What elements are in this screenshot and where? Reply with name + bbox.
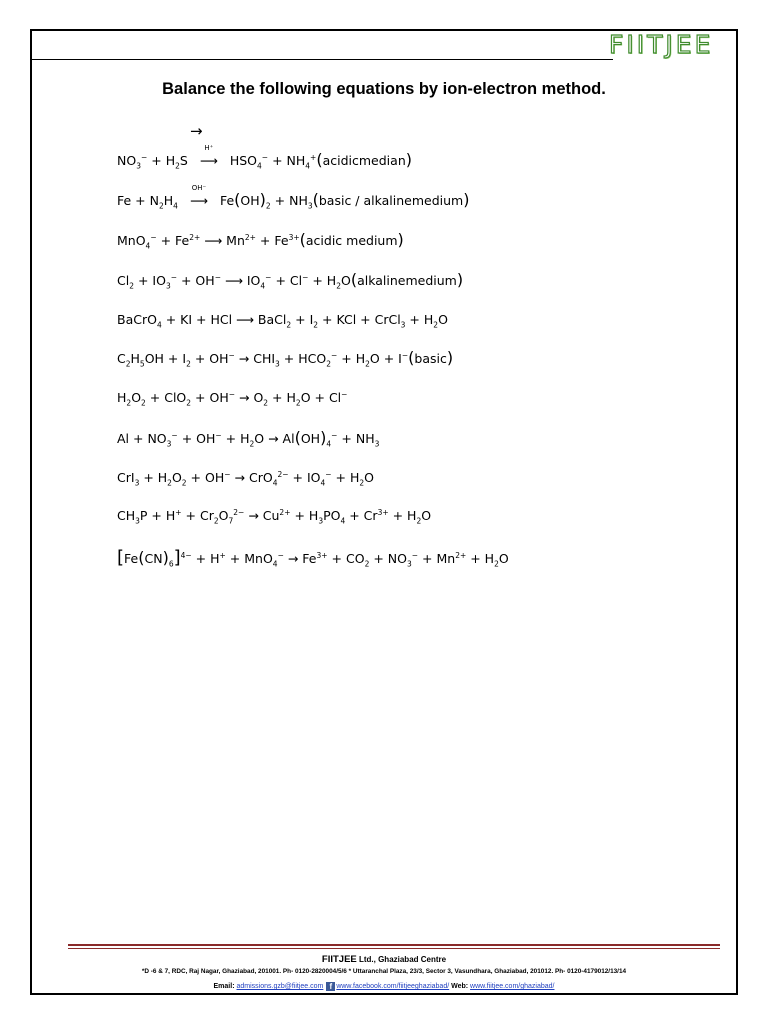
equation-6: $C_2H_5OH + I_2 + OH^- \to CHI_3 + HCO_2^- + H_2O$ + I−(basic) (117, 348, 454, 369)
header-rule (31, 59, 613, 60)
equation-8: $Al + NO_3^- + OH^- + H_2O \to Al(OH)_4^- + NH_3$ (117, 428, 380, 449)
equation-7: $H_2O_2 + ClO_2 + OH^- \to O_2 + H_2O + Cl^-$ (117, 389, 348, 408)
equation-11: $[Fe(CN)_6]^{4-} + H^+ + MnO_4^- \to Fe^{3+} + CO_2 + NO_3^- + Mn^{2+} + H_2O$ (117, 547, 509, 569)
fiitjee-logo: FIITJEE (609, 30, 714, 59)
footer-contacts (0, 982, 768, 991)
footer-centre (0, 954, 768, 965)
equation-5: BaCrO$_4$ + KI + HCl ⟶ BaCl$_2$ + $I_2$ + KCl + CrCl$_3$ + $H_2O$ (117, 312, 448, 330)
equation-3: $MnO_4^- + Fe^{2+}$ ⟶ $Mn^{2+}$ + $Fe^{3+}(acidic$ medium) (117, 230, 404, 251)
footer-brand: FIITJEE (321, 954, 357, 965)
facebook-icon: f (326, 982, 335, 991)
web-link[interactable]: www.fiitjee.com/ghaziabad/ (470, 983, 555, 990)
equation-10: $CH_3P + H^+ + Cr_2O_7^{2-} \to Cu^{2+} + H_3PO_4 + Cr^{3+} + H_2O$ (117, 507, 432, 526)
equation-2: $Fe + N_2H_4$ OH⁻ ⟶ $Fe(OH)_2$ + $NH_3(basic$ / alkalinemedium) (117, 184, 470, 211)
footer-centre-name: Ltd., Ghaziabad Centre (356, 955, 447, 964)
stray-arrow: → (190, 122, 203, 140)
footer-address: *D -6 & 7, RDC, Raj Nagar, Ghaziabad, 201001. Ph- 0120-2820004/5/6 * Uttaranchal Plaza, 23/3, Sector 3, Vasundhara, Ghaziabad, 201012. Ph- 0120-4179012/13/14 (141, 968, 627, 975)
email-label: Email: (213, 983, 235, 990)
footer-rule (68, 944, 720, 946)
equation-4: $Cl_2 + IO_3^- + OH^-$ ⟶ $IO_4^- + Cl^-$ + $H_2O(alkalinemedium)$ (117, 270, 464, 291)
email-link[interactable]: admissions.gzb@fiitjee.com (236, 983, 324, 990)
equation-1: $NO_3^- + H_2S$ H⁺ ⟶ $HSO_4^-$ + $NH_4^+(acidicmedian)$ (117, 144, 412, 171)
page-title: Balance the following equations by ion-electron method. (162, 80, 606, 98)
equation-9: $CrI_3 + H_2O_2 + OH^- \to CrO_4^{2-} + IO_4^- + H_2O$ (117, 469, 375, 488)
footer-rule-thin (68, 948, 720, 949)
web-label: Web: (451, 983, 469, 990)
facebook-link[interactable]: www.facebook.com/fiitjeeghaziabad/ (336, 983, 450, 990)
